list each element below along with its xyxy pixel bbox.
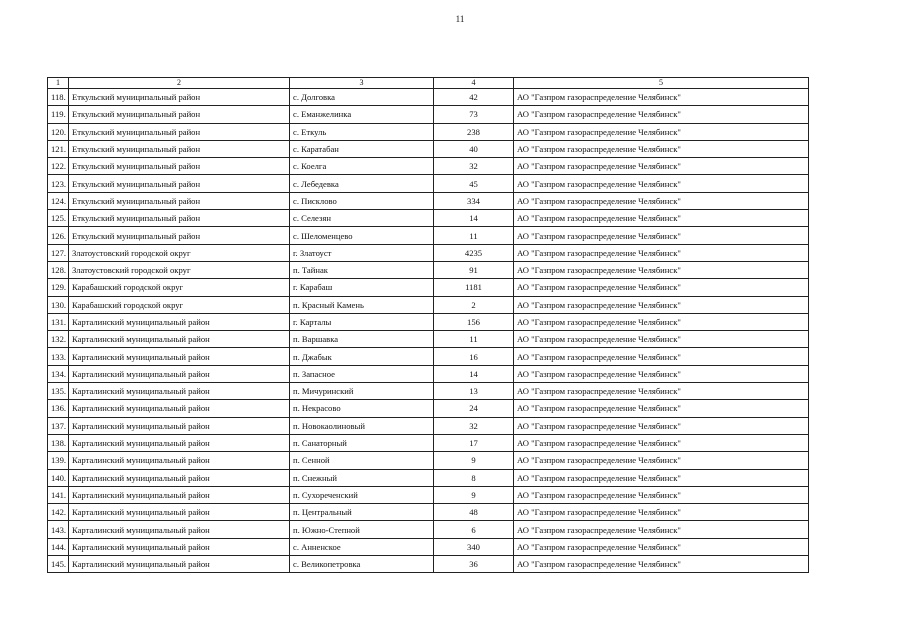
cell-organization: АО "Газпром газораспределение Челябинск": [514, 140, 809, 157]
cell-quantity: 32: [434, 158, 514, 175]
cell-row-number: 123.: [48, 175, 69, 192]
table-header: [48, 78, 809, 89]
cell-municipality: Карталинский муниципальный район: [69, 452, 290, 469]
cell-settlement: г. Карталы: [290, 313, 434, 330]
table-row: [48, 279, 809, 296]
cell-organization: АО "Газпром газораспределение Челябинск": [514, 192, 809, 209]
page-number: 11: [455, 14, 465, 24]
cell-quantity: 9: [434, 486, 514, 503]
table-row: [48, 452, 809, 469]
cell-row-number: 132.: [48, 331, 69, 348]
cell-quantity: 16: [434, 348, 514, 365]
table-row: [48, 227, 809, 244]
cell-organization: АО "Газпром газораспределение Челябинск": [514, 210, 809, 227]
cell-quantity: 45: [434, 175, 514, 192]
cell-organization: АО "Газпром газораспределение Челябинск": [514, 227, 809, 244]
cell-quantity: 42: [434, 89, 514, 106]
cell-municipality: Еткульский муниципальный район: [69, 89, 290, 106]
cell-municipality: Карабашский городской округ: [69, 279, 290, 296]
cell-row-number: 127.: [48, 244, 69, 261]
cell-settlement: п. Тайнак: [290, 261, 434, 278]
cell-quantity: 48: [434, 504, 514, 521]
cell-organization: АО "Газпром газораспределение Челябинск": [514, 452, 809, 469]
cell-quantity: 24: [434, 400, 514, 417]
cell-municipality: Карталинский муниципальный район: [69, 486, 290, 503]
cell-row-number: 140.: [48, 469, 69, 486]
table-row: [48, 175, 809, 192]
cell-municipality: Еткульский муниципальный район: [69, 192, 290, 209]
cell-organization: АО "Газпром газораспределение Челябинск": [514, 296, 809, 313]
cell-organization: АО "Газпром газораспределение Челябинск": [514, 244, 809, 261]
cell-organization: АО "Газпром газораспределение Челябинск": [514, 348, 809, 365]
header-col-2: 2: [69, 78, 290, 89]
cell-quantity: 1181: [434, 279, 514, 296]
cell-row-number: 135.: [48, 383, 69, 400]
cell-municipality: Карталинский муниципальный район: [69, 538, 290, 555]
cell-row-number: 141.: [48, 486, 69, 503]
cell-organization: АО "Газпром газораспределение Челябинск": [514, 469, 809, 486]
cell-municipality: Карталинский муниципальный район: [69, 469, 290, 486]
table-row: [48, 365, 809, 382]
cell-municipality: Еткульский муниципальный район: [69, 227, 290, 244]
cell-row-number: 129.: [48, 279, 69, 296]
cell-row-number: 122.: [48, 158, 69, 175]
cell-settlement: с. Еманжелинка: [290, 106, 434, 123]
table-row: [48, 158, 809, 175]
cell-municipality: Карталинский муниципальный район: [69, 365, 290, 382]
cell-row-number: 142.: [48, 504, 69, 521]
cell-quantity: 6: [434, 521, 514, 538]
cell-settlement: п. Красный Камень: [290, 296, 434, 313]
cell-settlement: п. Санаторный: [290, 434, 434, 451]
cell-quantity: 238: [434, 123, 514, 140]
cell-quantity: 13: [434, 383, 514, 400]
table-row: [48, 521, 809, 538]
data-table: [47, 77, 809, 573]
table-row: [48, 210, 809, 227]
cell-organization: АО "Газпром газораспределение Челябинск": [514, 504, 809, 521]
table-row: [48, 504, 809, 521]
cell-row-number: 144.: [48, 538, 69, 555]
cell-row-number: 121.: [48, 140, 69, 157]
table-row: [48, 486, 809, 503]
cell-municipality: Еткульский муниципальный район: [69, 123, 290, 140]
cell-quantity: 91: [434, 261, 514, 278]
table-row: [48, 123, 809, 140]
table-row: [48, 348, 809, 365]
cell-municipality: Карталинский муниципальный район: [69, 434, 290, 451]
cell-settlement: п. Мичуринский: [290, 383, 434, 400]
cell-settlement: п. Джабык: [290, 348, 434, 365]
cell-municipality: Златоустовский городской округ: [69, 261, 290, 278]
cell-settlement: с. Шеломенцево: [290, 227, 434, 244]
cell-quantity: 334: [434, 192, 514, 209]
table-row: [48, 469, 809, 486]
table-row: [48, 296, 809, 313]
header-col-4: 4: [434, 78, 514, 89]
cell-settlement: с. Каратабан: [290, 140, 434, 157]
cell-quantity: 11: [434, 227, 514, 244]
cell-municipality: Карталинский муниципальный район: [69, 383, 290, 400]
cell-row-number: 143.: [48, 521, 69, 538]
cell-organization: АО "Газпром газораспределение Челябинск": [514, 331, 809, 348]
table-row: [48, 192, 809, 209]
cell-municipality: Еткульский муниципальный район: [69, 158, 290, 175]
cell-organization: АО "Газпром газораспределение Челябинск": [514, 400, 809, 417]
cell-row-number: 128.: [48, 261, 69, 278]
cell-settlement: п. Варшавка: [290, 331, 434, 348]
cell-quantity: 36: [434, 556, 514, 573]
cell-municipality: Еткульский муниципальный район: [69, 210, 290, 227]
cell-organization: АО "Газпром газораспределение Челябинск": [514, 261, 809, 278]
cell-municipality: Карталинский муниципальный район: [69, 417, 290, 434]
cell-row-number: 137.: [48, 417, 69, 434]
table-row: [48, 244, 809, 261]
cell-settlement: с. Еткуль: [290, 123, 434, 140]
cell-organization: АО "Газпром газораспределение Челябинск": [514, 279, 809, 296]
cell-settlement: с. Долговка: [290, 89, 434, 106]
cell-row-number: 130.: [48, 296, 69, 313]
cell-municipality: Еткульский муниципальный район: [69, 106, 290, 123]
cell-settlement: с. Анненское: [290, 538, 434, 555]
cell-organization: АО "Газпром газораспределение Челябинск": [514, 89, 809, 106]
cell-settlement: с. Селезян: [290, 210, 434, 227]
cell-quantity: 14: [434, 210, 514, 227]
cell-settlement: с. Коелга: [290, 158, 434, 175]
cell-municipality: Карталинский муниципальный район: [69, 313, 290, 330]
cell-quantity: 14: [434, 365, 514, 382]
cell-municipality: Карталинский муниципальный район: [69, 331, 290, 348]
cell-settlement: п. Некрасово: [290, 400, 434, 417]
cell-municipality: Карталинский муниципальный район: [69, 400, 290, 417]
cell-settlement: п. Сухореченский: [290, 486, 434, 503]
header-row: [48, 78, 809, 89]
cell-row-number: 136.: [48, 400, 69, 417]
cell-quantity: 340: [434, 538, 514, 555]
table-row: [48, 261, 809, 278]
cell-row-number: 131.: [48, 313, 69, 330]
cell-row-number: 134.: [48, 365, 69, 382]
table-row: [48, 400, 809, 417]
cell-quantity: 11: [434, 331, 514, 348]
table-row: [48, 140, 809, 157]
table-row: [48, 331, 809, 348]
cell-quantity: 17: [434, 434, 514, 451]
cell-quantity: 8: [434, 469, 514, 486]
cell-organization: АО "Газпром газораспределение Челябинск": [514, 106, 809, 123]
cell-settlement: г. Златоуст: [290, 244, 434, 261]
cell-quantity: 2: [434, 296, 514, 313]
cell-settlement: п. Снежный: [290, 469, 434, 486]
cell-municipality: Карталинский муниципальный район: [69, 521, 290, 538]
cell-row-number: 124.: [48, 192, 69, 209]
cell-quantity: 156: [434, 313, 514, 330]
cell-settlement: с. Лебедевка: [290, 175, 434, 192]
header-col-1: 1: [48, 78, 69, 89]
cell-row-number: 126.: [48, 227, 69, 244]
table-row: [48, 106, 809, 123]
cell-municipality: Еткульский муниципальный район: [69, 140, 290, 157]
cell-settlement: п. Центральный: [290, 504, 434, 521]
cell-row-number: 145.: [48, 556, 69, 573]
cell-row-number: 138.: [48, 434, 69, 451]
table-row: [48, 383, 809, 400]
cell-organization: АО "Газпром газораспределение Челябинск": [514, 521, 809, 538]
table-row: [48, 556, 809, 573]
cell-quantity: 32: [434, 417, 514, 434]
cell-quantity: 4235: [434, 244, 514, 261]
cell-settlement: п. Новокаолиновый: [290, 417, 434, 434]
table-row: [48, 313, 809, 330]
table-row: [48, 89, 809, 106]
cell-row-number: 120.: [48, 123, 69, 140]
cell-row-number: 125.: [48, 210, 69, 227]
cell-organization: АО "Газпром газораспределение Челябинск": [514, 313, 809, 330]
cell-organization: АО "Газпром газораспределение Челябинск": [514, 417, 809, 434]
table-row: [48, 417, 809, 434]
cell-organization: АО "Газпром газораспределение Челябинск": [514, 556, 809, 573]
cell-municipality: Златоустовский городской округ: [69, 244, 290, 261]
header-col-3: 3: [290, 78, 434, 89]
cell-row-number: 139.: [48, 452, 69, 469]
cell-organization: АО "Газпром газораспределение Челябинск": [514, 158, 809, 175]
cell-quantity: 73: [434, 106, 514, 123]
cell-organization: АО "Газпром газораспределение Челябинск": [514, 383, 809, 400]
cell-settlement: п. Запасное: [290, 365, 434, 382]
cell-quantity: 40: [434, 140, 514, 157]
cell-municipality: Карталинский муниципальный район: [69, 504, 290, 521]
header-col-5: 5: [514, 78, 809, 89]
cell-quantity: 9: [434, 452, 514, 469]
cell-organization: АО "Газпром газораспределение Челябинск": [514, 365, 809, 382]
cell-settlement: с. Пискловo: [290, 192, 434, 209]
cell-municipality: Карабашский городской округ: [69, 296, 290, 313]
table-row: [48, 434, 809, 451]
table-body: [48, 89, 809, 573]
cell-municipality: Карталинский муниципальный район: [69, 348, 290, 365]
cell-settlement: с. Великопетровка: [290, 556, 434, 573]
cell-row-number: 118.: [48, 89, 69, 106]
cell-organization: АО "Газпром газораспределение Челябинск": [514, 434, 809, 451]
cell-municipality: Еткульский муниципальный район: [69, 175, 290, 192]
cell-row-number: 133.: [48, 348, 69, 365]
cell-settlement: п. Южно-Степной: [290, 521, 434, 538]
cell-organization: АО "Газпром газораспределение Челябинск": [514, 538, 809, 555]
table-row: [48, 538, 809, 555]
cell-municipality: Карталинский муниципальный район: [69, 556, 290, 573]
cell-settlement: п. Сенной: [290, 452, 434, 469]
cell-row-number: 119.: [48, 106, 69, 123]
cell-organization: АО "Газпром газораспределение Челябинск": [514, 123, 809, 140]
cell-organization: АО "Газпром газораспределение Челябинск": [514, 486, 809, 503]
cell-organization: АО "Газпром газораспределение Челябинск": [514, 175, 809, 192]
cell-settlement: г. Карабаш: [290, 279, 434, 296]
